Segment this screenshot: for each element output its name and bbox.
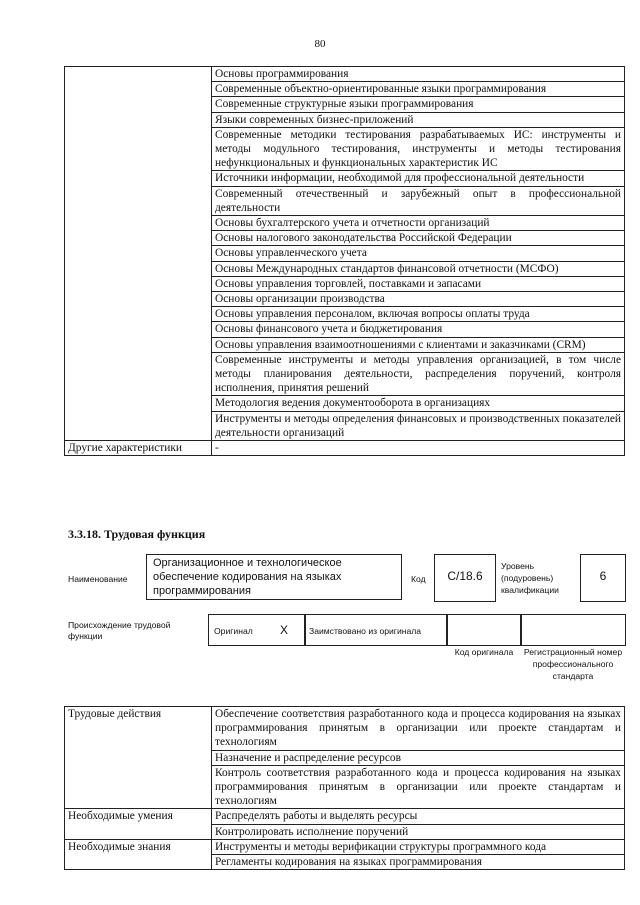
labor-actions-label: Трудовые действия bbox=[65, 707, 212, 809]
table-label-cell bbox=[65, 67, 212, 441]
code-original-box bbox=[446, 614, 522, 646]
name-value: Организационное и технологическое обеспечение кодирования на языках программирования bbox=[146, 554, 402, 600]
list-item: Регламенты кодирования на языках программирования bbox=[215, 856, 482, 869]
original-label: Оригинал bbox=[214, 626, 253, 636]
other-characteristics-label: Другие характеристики bbox=[65, 441, 212, 456]
labor-actions-cell bbox=[212, 707, 625, 809]
list-item: Основы управленческого учета bbox=[212, 246, 624, 261]
list-item: Основы налогового законодательства Российской Федерации bbox=[212, 231, 624, 246]
list-item: Современные инструменты и методы управления организацией, в том числе методы планирования деятельности, распределения поручений, контроля исполнения, принятия решений bbox=[212, 353, 624, 397]
list-item: Основы программирования bbox=[212, 67, 624, 82]
list-item: Распределять работы и выделять ресурсы bbox=[212, 809, 624, 824]
qualification-level-value: 6 bbox=[580, 554, 626, 602]
list-item: Современные методики тестирования разрабатываемых ИС: инструменты и методы модульного тестирования, инструменты и методы тестирования нефункциональных и функциональных характеристик ИС bbox=[212, 128, 624, 172]
list-item: Основы организации производства bbox=[212, 292, 624, 307]
required-knowledge-label: Необходимые знания bbox=[65, 839, 212, 869]
list-item: Контроль соответствия разработанного кода и процесса кодирования на языках программирования принятым в организации или проекте стандартам и технологиям bbox=[215, 766, 621, 808]
code-original-label: Код оригинала bbox=[454, 647, 514, 657]
labor-function-table bbox=[64, 706, 625, 870]
list-item: Основы финансового учета и бюджетирования bbox=[212, 322, 624, 337]
page-number: 80 bbox=[314, 38, 326, 50]
original-mark: X bbox=[280, 623, 289, 637]
section-heading: 3.3.18. Трудовая функция bbox=[68, 527, 206, 541]
list-item: Инструменты и методы верификации структуры программного кода bbox=[212, 840, 624, 855]
list-item: Методология ведения документооборота в организациях bbox=[212, 396, 624, 411]
table-row bbox=[65, 441, 625, 456]
list-item: Современные объектно-ориентированные языки программирования bbox=[212, 82, 624, 97]
list-item: Основы управления взаимоотношениями с клиентами и заказчиками (CRM) bbox=[212, 338, 624, 353]
list-item: Языки современных бизнес-приложений bbox=[212, 113, 624, 128]
table-row bbox=[65, 67, 625, 441]
reg-number-box bbox=[520, 614, 626, 646]
code-label: Код bbox=[411, 574, 426, 584]
list-item: Современные структурные языки программирования bbox=[212, 97, 624, 112]
list-item: Современный отечественный и зарубежный опыт в профессиональной деятельности bbox=[212, 187, 624, 216]
table-row bbox=[65, 809, 625, 839]
list-item: Контролировать исполнение поручений bbox=[215, 825, 409, 838]
list-item: Источники информации, необходимой для профессиональной деятельности bbox=[212, 171, 624, 186]
origin-label: Происхождение трудовой функции bbox=[68, 620, 171, 641]
other-characteristics-value: - bbox=[212, 441, 625, 456]
list-item: Основы Международных стандартов финансовой отчетности (МСФО) bbox=[212, 262, 624, 277]
list-item: Назначение и распределение ресурсов bbox=[212, 751, 624, 766]
knowledge-items-cell bbox=[212, 67, 625, 441]
skills-label: Необходимые умения bbox=[65, 809, 212, 839]
table-row bbox=[65, 707, 625, 809]
list-item: Инструменты и методы определения финансовых и производственных показателей деятельности организаций bbox=[215, 412, 621, 439]
table-row bbox=[65, 839, 625, 869]
required-knowledge-cell bbox=[212, 839, 625, 869]
borrowed-label: Заимствовано из оригинала bbox=[309, 626, 422, 636]
reg-number-label: Регистрационный номер профессионального стандарта bbox=[523, 647, 623, 681]
list-item: Основы управления торговлей, поставками и запасами bbox=[212, 277, 624, 292]
code-value: C/18.6 bbox=[434, 554, 496, 602]
name-label: Наименование bbox=[68, 574, 128, 584]
list-item: Основы бухгалтерского учета и отчетности организаций bbox=[212, 216, 624, 231]
knowledge-table bbox=[64, 66, 625, 456]
list-item: Обеспечение соответствия разработанного кода и процесса кодирования на языках программирования принятым в организации или проекте стандартам и технологиям bbox=[212, 707, 624, 751]
list-item: Основы управления персоналом, включая вопросы оплаты труда bbox=[212, 307, 624, 322]
qualification-level-label: Уровень (подуровень) квалификации bbox=[501, 561, 559, 595]
skills-cell bbox=[212, 809, 625, 839]
